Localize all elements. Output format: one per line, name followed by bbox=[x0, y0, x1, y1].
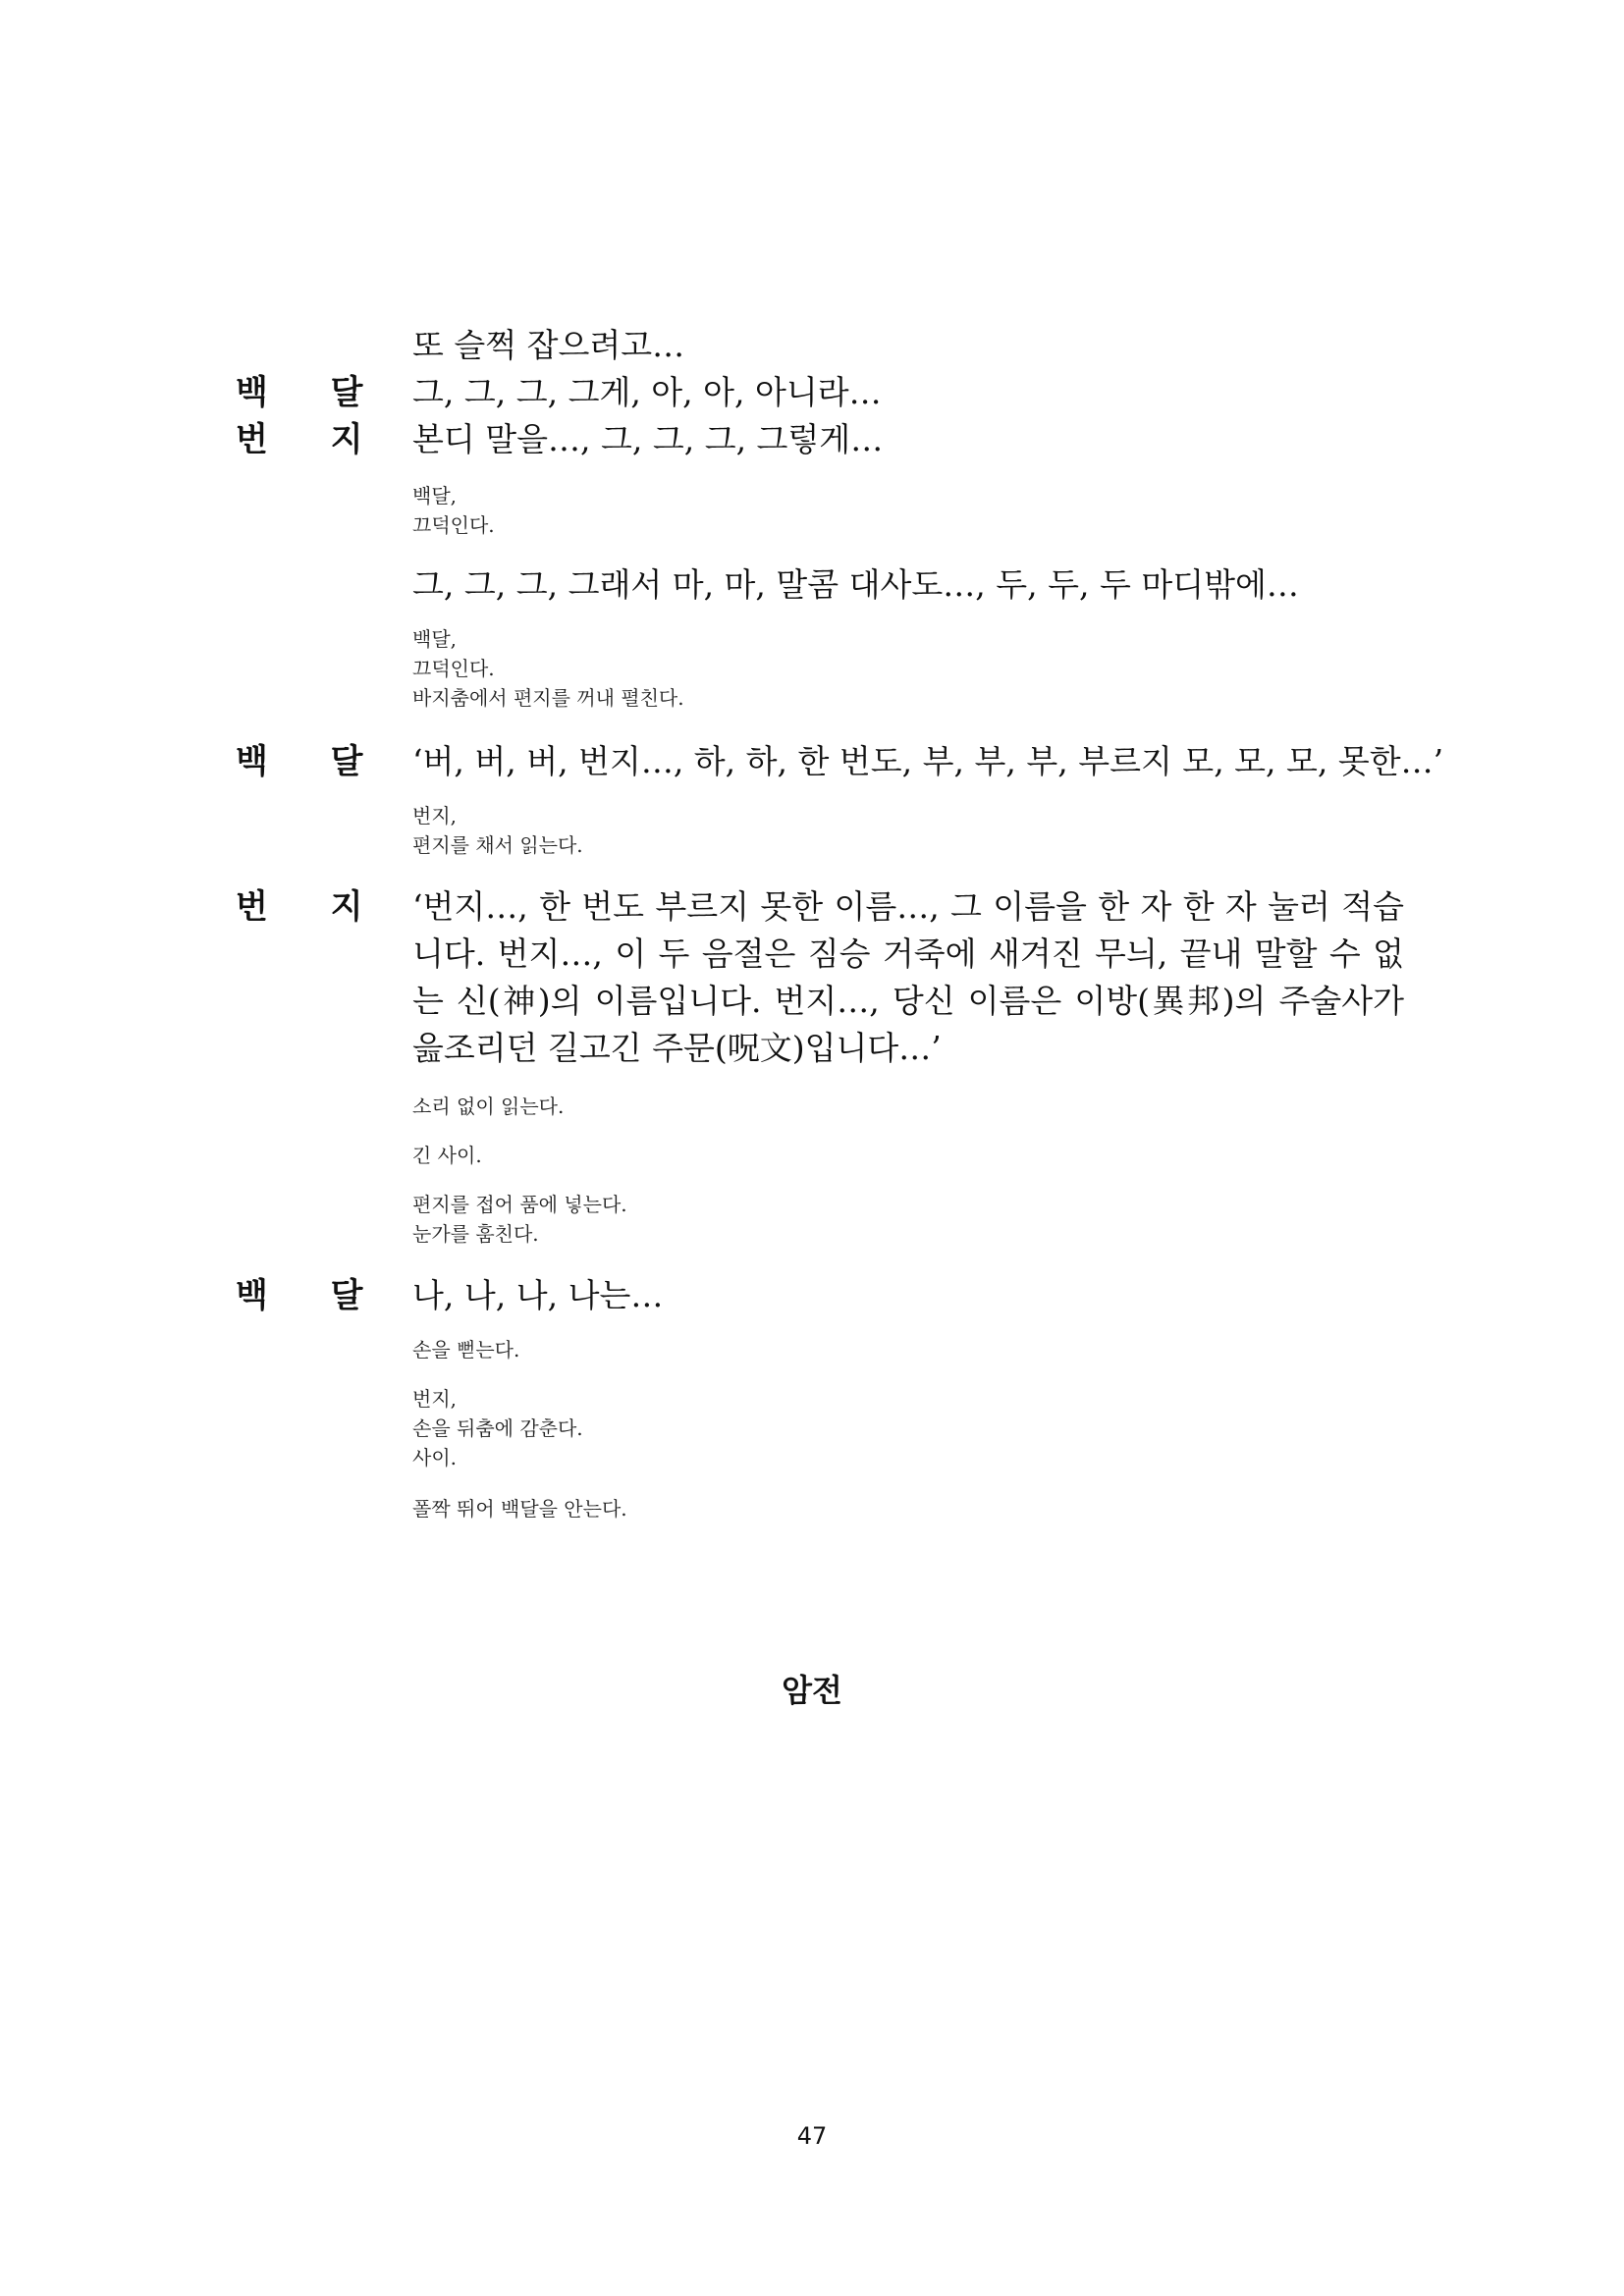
dialogue-text: 나, 나, 나, 나는… bbox=[412, 1276, 664, 1314]
stage-direction: 편지를 채서 읽는다. bbox=[412, 833, 583, 857]
speaker-name: 번 지 bbox=[236, 420, 389, 459]
stage-direction: 손을 뻗는다. bbox=[412, 1338, 520, 1362]
speaker-name: 번 지 bbox=[236, 887, 389, 927]
stage-direction: 번지, bbox=[412, 804, 457, 828]
stage-direction: 백달, bbox=[412, 484, 457, 507]
stage-direction: 폴짝 뛰어 백달을 안는다. bbox=[412, 1497, 627, 1521]
stage-direction: 끄덕인다. bbox=[412, 513, 495, 537]
speaker-name: 백 달 bbox=[236, 742, 389, 781]
stage-direction: 편지를 접어 품에 넣는다. bbox=[412, 1193, 627, 1216]
stage-direction: 소리 없이 읽는다. bbox=[412, 1095, 565, 1118]
stage-direction: 긴 사이. bbox=[412, 1144, 482, 1167]
dialogue-continuation: 또 슬쩍 잡으려고… bbox=[412, 326, 685, 364]
stage-direction: 끄덕인다. bbox=[412, 657, 495, 680]
dialogue-text: 그, 그, 그, 그래서 마, 마, 말콤 대사도…, 두, 두, 두 마디밖에… bbox=[412, 565, 1299, 604]
speaker-name: 백 달 bbox=[236, 1276, 389, 1315]
page-number: 47 bbox=[796, 2122, 828, 2150]
scene-end-heading: 암전 bbox=[782, 1672, 842, 1709]
dialogue-text: ‘번지…, 한 번도 부르지 못한 이름…, 그 이름을 한 자 한 자 눌러 적습니다. 번지…, 이 두 음절은 짐승 거죽에 새겨진 무늬, 끝내 말할 수 없는 신(神)의 이름입니다. 번지…, 당신 이름은 이방(異邦)의 주술사가 읊조리던 길고긴 주문(呪文)입니다…’ bbox=[412, 887, 1404, 1067]
stage-direction: 사이. bbox=[412, 1446, 457, 1469]
stage-direction: 눈가를 훔친다. bbox=[412, 1222, 539, 1246]
stage-direction: 바지춤에서 편지를 꺼내 펼친다. bbox=[412, 686, 684, 710]
dialogue-text: ‘버, 버, 버, 번지…, 하, 하, 한 번도, 부, 부, 부, 부르지 모, 모, 모, 못한…’ bbox=[412, 742, 1444, 780]
stage-direction: 손을 뒤춤에 감춘다. bbox=[412, 1416, 583, 1440]
stage-direction: 번지, bbox=[412, 1387, 457, 1411]
dialogue-text: 그, 그, 그, 그게, 아, 아, 아니라… bbox=[412, 373, 882, 411]
stage-direction: 백달, bbox=[412, 627, 457, 651]
dialogue-text: 본디 말을…, 그, 그, 그, 그렇게… bbox=[412, 420, 884, 458]
speaker-name: 백 달 bbox=[236, 373, 389, 412]
